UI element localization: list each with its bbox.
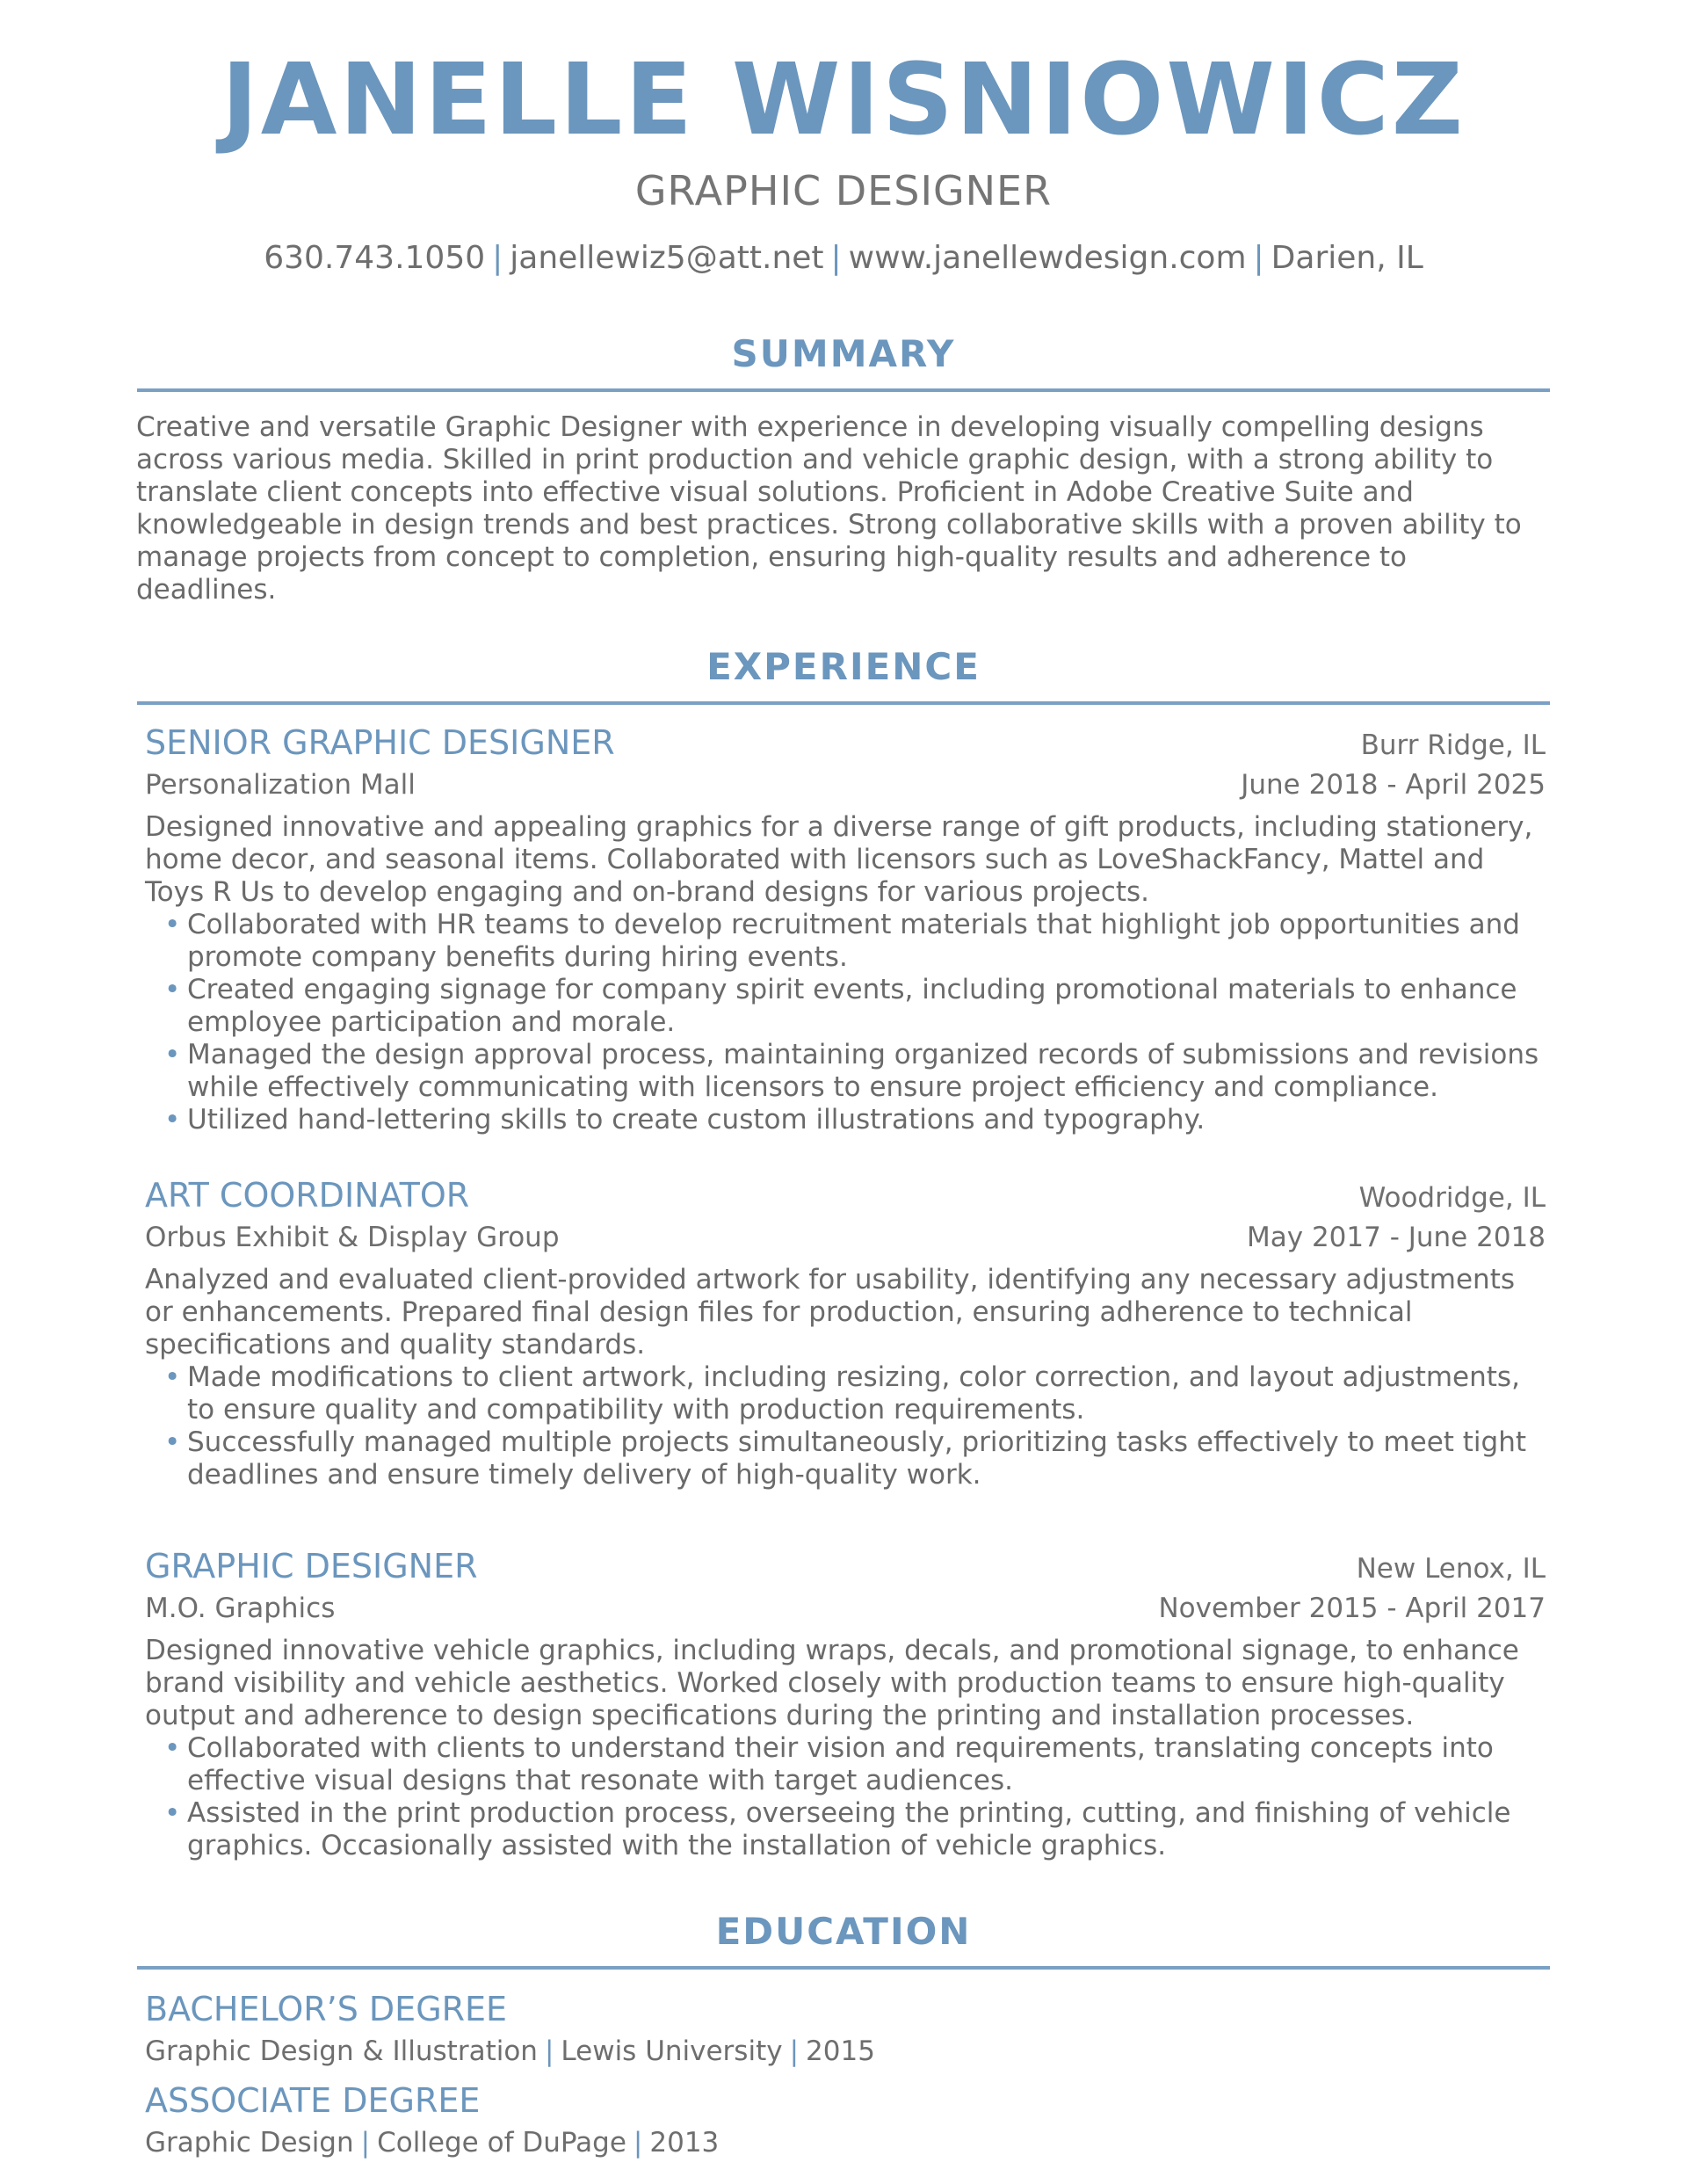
job-bullet: • Collaborated with clients to understand their vision and requirements, translating concepts into effective visual designs that resonate with target audiences. [145, 1732, 1546, 1797]
section-divider [137, 701, 1550, 705]
section-divider [137, 388, 1550, 392]
contact-phone: 630.743.1050 [264, 240, 486, 276]
job-company: M.O. Graphics [145, 1593, 336, 1624]
experience-section [136, 722, 1551, 1862]
education-section-header [137, 1910, 1550, 1970]
job-description: Designed innovative vehicle graphics, including wraps, decals, and promotional signage, to enhance brand visibility and vehicle aesthetics. Worked closely with production teams to ensure high-quality output and adherence to design specifications during the printing and installation processes. [145, 1635, 1519, 1731]
job-dates: June 2018 - April 2025 [1241, 769, 1546, 801]
degree-details [145, 2033, 1546, 2070]
education-entry [145, 2080, 1546, 2161]
job-entry [145, 722, 1546, 1136]
job-title: GRAPHIC DESIGNER [145, 1547, 478, 1585]
job-location: Burr Ridge, IL [1360, 729, 1546, 761]
job-entry [145, 1175, 1546, 1491]
job-bullets [145, 1732, 1546, 1862]
section-title-summary: SUMMARY [731, 332, 956, 375]
degree-year: 2015 [806, 2035, 875, 2067]
job-bullet: • Made modifications to client artwork, including resizing, color correction, and layout adjustments, to ensure quality and compatibility with production requirements. [145, 1361, 1546, 1426]
degree-school: College of DuPage [377, 2127, 626, 2159]
job-bullet: • Assisted in the print production process, overseeing the printing, cutting, and finishing of vehicle graphics. Occasionally assisted with the installation of vehicle graphics. [145, 1797, 1546, 1862]
job-title: ART COORDINATOR [145, 1176, 470, 1215]
job-bullet: • Collaborated with HR teams to develop recruitment materials that highlight job opportunities and promote company benefits during hiring events. [145, 909, 1546, 974]
education-entry [145, 1989, 1546, 2070]
job-bullets [145, 1361, 1546, 1491]
degree-separator: | [789, 2035, 800, 2067]
degree-year: 2013 [649, 2127, 720, 2159]
summary-text: Creative and versatile Graphic Designer with experience in developing visually compelling designs across various media. Skilled in print production and vehicle graphic design, with a strong ability to translate client concepts into effective visual solutions. Proficient in Adobe Creative Suite and knowledgeable in design trends and best practices. Strong collaborative skills with a proven ability to manage projects from concept to completion, ensuring high-quality results and adherence to deadlines. [136, 411, 1522, 606]
contact-separator: | [830, 240, 842, 276]
degree-title: BACHELOR’S DEGREE [145, 1990, 508, 2028]
contact-line [0, 239, 1687, 278]
job-dates: November 2015 - April 2017 [1158, 1593, 1546, 1624]
summary-section-header [137, 332, 1550, 392]
candidate-title: GRAPHIC DESIGNER [634, 167, 1053, 214]
resume-header [0, 0, 1687, 278]
job-subheader-row [145, 765, 1546, 804]
job-header-row [145, 1546, 1546, 1589]
job-bullet: • Utilized hand-lettering skills to create custom illustrations and typography. [145, 1104, 1546, 1136]
job-bullets [145, 909, 1546, 1136]
job-title: SENIOR GRAPHIC DESIGNER [145, 723, 615, 762]
contact-separator: | [1253, 240, 1264, 276]
degree-separator: | [544, 2035, 554, 2067]
job-entry [145, 1546, 1546, 1862]
degree-field: Graphic Design & Illustration [145, 2035, 538, 2067]
degree-separator: | [360, 2127, 371, 2159]
section-title-education: EDUCATION [715, 1910, 972, 1953]
experience-section-header [137, 645, 1550, 705]
job-description: Analyzed and evaluated client-provided artwork for usability, identifying any necessary adjustments or enhancements. Prepared final design files for production, ensuring adherence to technical specifications and quality standards. [145, 1264, 1516, 1360]
job-header-row [145, 722, 1546, 765]
degree-title: ASSOCIATE DEGREE [145, 2081, 481, 2120]
job-company: Personalization Mall [145, 769, 416, 801]
section-title-experience: EXPERIENCE [706, 645, 981, 688]
job-dates: May 2017 - June 2018 [1247, 1222, 1546, 1253]
degree-school: Lewis University [561, 2035, 783, 2067]
job-company: Orbus Exhibit & Display Group [145, 1222, 560, 1253]
degree-field: Graphic Design [145, 2127, 354, 2159]
section-divider [137, 1966, 1550, 1970]
education-section [136, 1989, 1551, 2161]
job-bullet: • Created engaging signage for company spirit events, including promotional materials to enhance employee participation and morale. [145, 974, 1546, 1039]
candidate-name: JANELLE WISNIOWICZ [221, 43, 1466, 157]
job-location: New Lenox, IL [1356, 1553, 1546, 1585]
job-header-row [145, 1175, 1546, 1218]
job-description: Designed innovative and appealing graphics for a diverse range of gift products, including stationery, home decor, and seasonal items. Collaborated with licensors such as LoveShackFancy, Mattel and Toys R Us to develop engaging and on-brand designs for various projects. [145, 811, 1533, 908]
job-location: Woodridge, IL [1358, 1182, 1546, 1214]
contact-separator: | [492, 240, 503, 276]
contact-location: Darien, IL [1271, 240, 1423, 276]
contact-email[interactable]: janellewiz5@att.net [510, 240, 824, 276]
job-subheader-row [145, 1589, 1546, 1628]
job-subheader-row [145, 1218, 1546, 1257]
degree-separator: | [633, 2127, 643, 2159]
job-bullet: • Managed the design approval process, maintaining organized records of submissions and revisions while effectively communicating with licensors to ensure project efficiency and compliance. [145, 1039, 1546, 1104]
contact-website[interactable]: www.janellewdesign.com [848, 240, 1247, 276]
job-bullet: • Successfully managed multiple projects simultaneously, prioritizing tasks effectively to meet tight deadlines and ensure timely delivery of high-quality work. [145, 1426, 1546, 1491]
degree-details [145, 2124, 1546, 2161]
summary-section [136, 411, 1551, 606]
